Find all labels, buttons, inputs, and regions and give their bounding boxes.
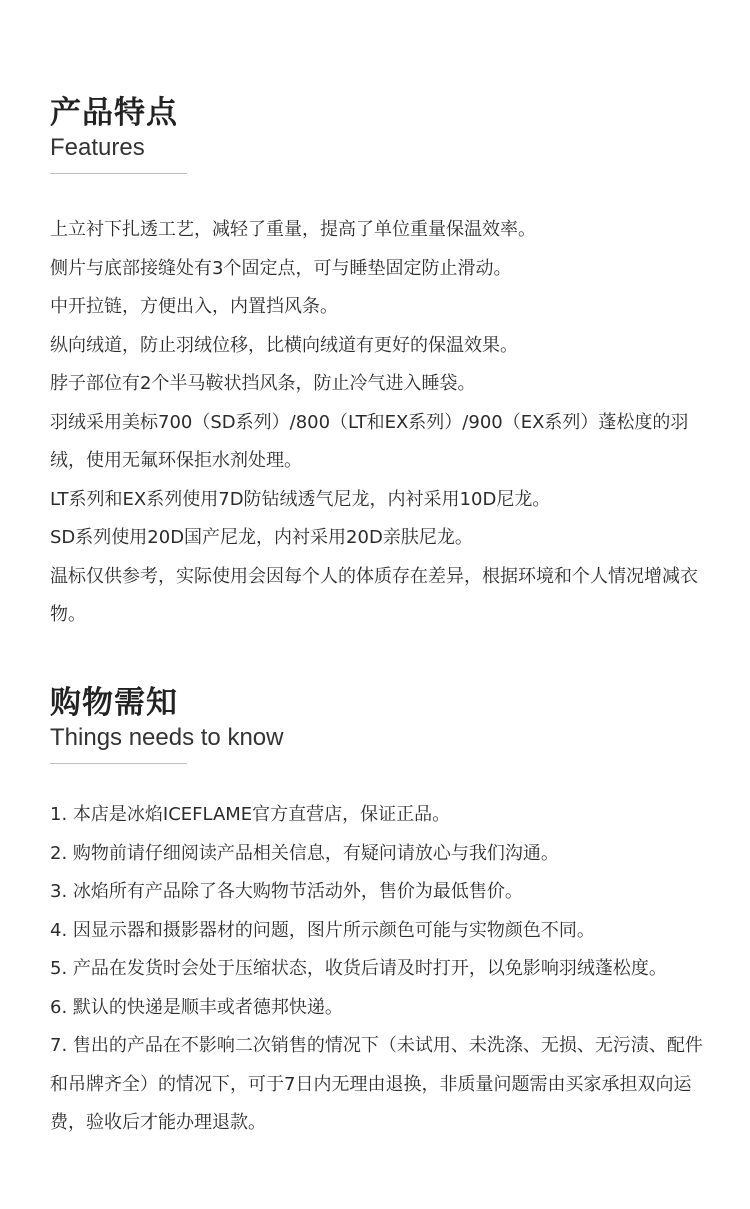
notice-divider: [50, 763, 187, 764]
feature-item: 侧片与底部接缝处有3个固定点，可与睡垫固定防止滑动。: [50, 257, 512, 279]
feature-item: SD系列使用20D国产尼龙，内衬采用20D亲肤尼龙。: [50, 527, 473, 548]
notice-list: [50, 796, 720, 1143]
notice-subtitle: Things needs to know: [50, 724, 284, 751]
features-divider: [50, 173, 187, 174]
notice-title: 购物需知: [50, 685, 178, 721]
feature-item: 纵向绒道，防止羽绒位移，比横向绒道有更好的保温效果。: [50, 334, 518, 356]
features-subtitle: Features: [50, 134, 145, 161]
feature-item: 中开拉链，方便出入，内置挡风条。: [50, 296, 338, 317]
features-title: 产品特点: [50, 95, 178, 131]
features-section: [50, 93, 720, 635]
notice-item: 4. 因显示器和摄影器材的问题，图片所示颜色可能与实物颜色不同。: [50, 919, 595, 941]
feature-item: LT系列和EX系列使用7D防钻绒透气尼龙，内衬采用10D尼龙。: [50, 488, 551, 510]
notice-item: 2. 购物前请仔细阅读产品相关信息，有疑问请放心与我们沟通。: [50, 842, 559, 864]
notice-section: [50, 683, 720, 1143]
feature-item: 温标仅供参考，实际使用会因每个人的体质存在差异，根据环境和个人情况增减衣物。: [50, 565, 698, 625]
notice-item: 3. 冰焰所有产品除了各大购物节活动外，售价为最低售价。: [50, 881, 523, 902]
feature-item: 上立衬下扎透工艺，减轻了重量，提高了单位重量保温效率。: [50, 219, 536, 240]
notice-item: 1. 本店是冰焰ICEFLAME官方直营店，保证正品。: [50, 804, 451, 825]
notice-item: 5. 产品在发货时会处于压缩状态，收货后请及时打开，以免影响羽绒蓬松度。: [50, 958, 667, 979]
feature-item: 羽绒采用美标700（SD系列）/800（LT和EX系列）/900（EX系列）蓬松度的羽绒，使用无氟环保拒水剂处理。: [50, 411, 689, 471]
notice-item: 6. 默认的快递是顺丰或者德邦快递。: [50, 996, 343, 1018]
feature-item: 脖子部位有2个半马鞍状挡风条，防止冷气进入睡袋。: [50, 373, 476, 394]
features-list: [50, 211, 720, 635]
notice-item: 7. 售出的产品在不影响二次销售的情况下（未试用、未洗涤、无损、无污渍、配件和吊牌齐全）的情况下，可于7日内无理由退换，非质量问题需由买家承担双向运费，验收后才能办理退款。: [50, 1035, 703, 1133]
